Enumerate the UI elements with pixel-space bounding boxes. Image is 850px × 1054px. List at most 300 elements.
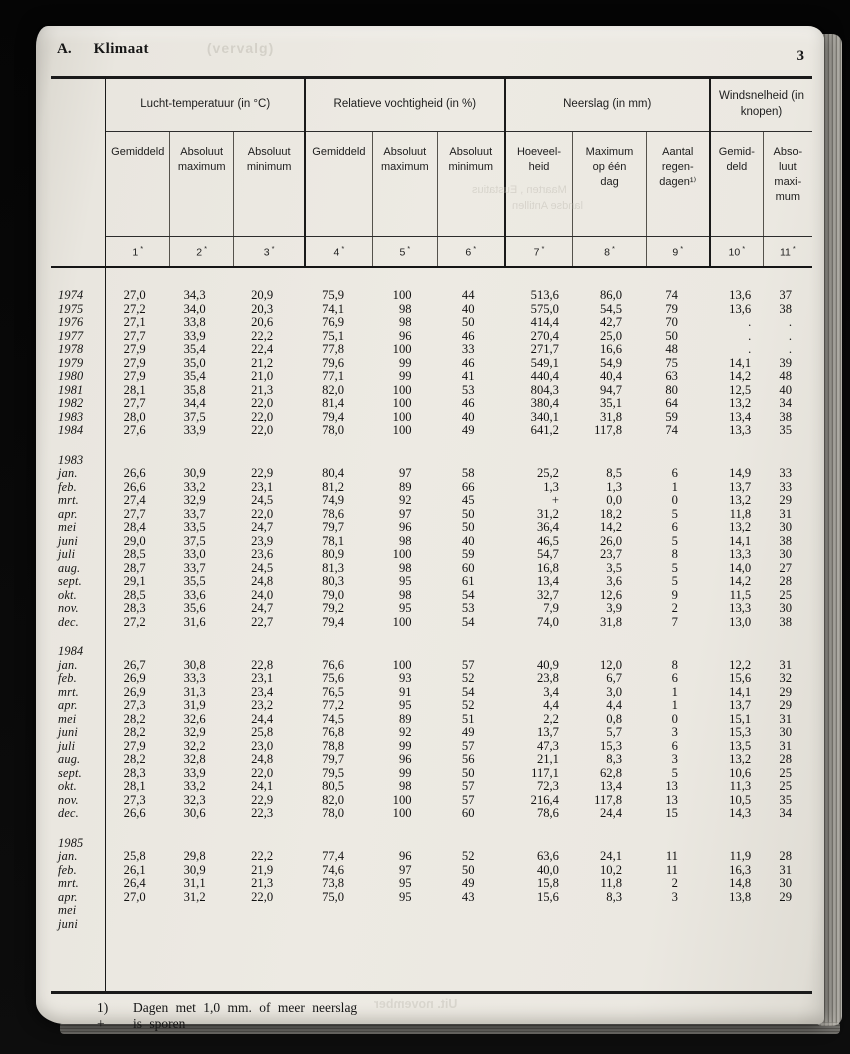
data-cell: 43 bbox=[461, 889, 475, 904]
data-cell: 76,9 bbox=[322, 315, 345, 329]
data-cell: 271,7 bbox=[530, 342, 559, 356]
data-cell: 22,0 bbox=[251, 409, 274, 424]
data-cell: 57 bbox=[461, 792, 475, 807]
data-cell: 49 bbox=[461, 423, 475, 437]
data-cell: 12,2 bbox=[729, 657, 752, 672]
table-row bbox=[51, 535, 812, 549]
column-number: 10 * bbox=[710, 237, 763, 268]
data-cell: 22,0 bbox=[251, 889, 274, 904]
data-cell: 29 bbox=[779, 698, 792, 712]
column-number: 5 * bbox=[372, 237, 437, 268]
row-label: 1984 bbox=[51, 424, 106, 438]
data-cell: 11,8 bbox=[600, 876, 623, 890]
data-cell: 30 bbox=[779, 876, 792, 890]
spacer-cell bbox=[106, 931, 812, 993]
data-cell: 81,4 bbox=[322, 396, 345, 410]
ghost-text-bleedthrough: landse Antillen bbox=[512, 200, 583, 212]
data-cell: 35 bbox=[779, 792, 792, 807]
data-cell: 1 bbox=[671, 684, 678, 699]
data-cell: 74,0 bbox=[536, 614, 559, 629]
table-row bbox=[51, 753, 812, 767]
data-cell: 13,6 bbox=[729, 288, 752, 302]
data-cell: 33,7 bbox=[183, 560, 206, 575]
data-cell: 77,4 bbox=[322, 849, 345, 863]
data-cell: 27,9 bbox=[123, 355, 146, 370]
row-label-column-header bbox=[51, 78, 106, 268]
row-label: juni bbox=[51, 535, 106, 549]
data-cell: 575,0 bbox=[530, 301, 559, 316]
spacer-cell bbox=[106, 821, 812, 837]
data-cell: 98 bbox=[398, 779, 412, 793]
data-cell: 46 bbox=[461, 355, 475, 370]
data-cell: 46 bbox=[461, 396, 475, 410]
data-cell: 14,2 bbox=[599, 520, 623, 534]
data-cell bbox=[646, 904, 710, 918]
data-cell: 1,3 bbox=[543, 479, 559, 494]
data-cell: 54 bbox=[461, 684, 475, 699]
row-label: sept. bbox=[51, 575, 106, 589]
data-cell: 24,4 bbox=[599, 806, 623, 820]
row-label: mrt. bbox=[51, 877, 106, 891]
data-cell: 2 bbox=[671, 601, 678, 615]
data-cell: 54,7 bbox=[536, 547, 559, 561]
data-cell: 81,3 bbox=[322, 560, 345, 575]
data-cell: 22,3 bbox=[251, 806, 274, 820]
table-row bbox=[51, 575, 812, 589]
data-cell: 34,3 bbox=[183, 288, 206, 302]
section-heading-row bbox=[51, 454, 812, 468]
column-header: Gemiddeld bbox=[106, 132, 170, 237]
data-cell: 6 bbox=[671, 466, 678, 480]
data-cell: 75,1 bbox=[322, 328, 345, 343]
data-cell: 57 bbox=[461, 779, 475, 793]
data-cell: 57 bbox=[461, 738, 475, 753]
data-cell: 27,9 bbox=[123, 342, 146, 356]
row-label: mei bbox=[51, 713, 106, 727]
data-cell: 63,6 bbox=[536, 849, 559, 863]
spacer-cell bbox=[106, 645, 812, 659]
data-cell: 29 bbox=[779, 684, 792, 699]
data-cell bbox=[305, 904, 372, 918]
data-cell: 30 bbox=[779, 725, 792, 739]
data-cell: 3,9 bbox=[606, 601, 623, 615]
data-cell: 33,3 bbox=[183, 671, 206, 685]
row-label bbox=[51, 821, 106, 837]
data-cell: 440,4 bbox=[530, 369, 559, 383]
row-label: nov. bbox=[51, 794, 106, 808]
data-cell: 79,7 bbox=[322, 752, 345, 766]
data-cell: 29,8 bbox=[183, 849, 206, 863]
group-header: Relatieve vochtigheid (in %) bbox=[305, 78, 504, 132]
column-number: 6 * bbox=[438, 237, 505, 268]
data-cell: 77,1 bbox=[322, 369, 345, 383]
table-row bbox=[51, 877, 812, 891]
data-cell: 33,9 bbox=[183, 765, 206, 780]
table-row bbox=[51, 850, 812, 864]
section-gap bbox=[51, 267, 812, 289]
data-cell: 45 bbox=[461, 493, 475, 507]
data-cell: 13 bbox=[665, 779, 678, 793]
data-cell: 50 bbox=[461, 765, 475, 780]
data-cell: 25,8 bbox=[251, 725, 274, 739]
data-cell: 13,2 bbox=[729, 752, 752, 766]
table-body bbox=[51, 267, 812, 993]
column-number: 11 * bbox=[763, 237, 812, 268]
data-cell: 59 bbox=[665, 409, 678, 424]
data-cell: 21,3 bbox=[251, 876, 274, 890]
data-cell: 32,9 bbox=[183, 725, 206, 739]
data-cell: 50 bbox=[461, 506, 475, 521]
data-cell: 23,1 bbox=[251, 479, 274, 494]
data-cell: 513,6 bbox=[530, 288, 559, 302]
footnote bbox=[97, 1000, 812, 1016]
bottom-filler bbox=[51, 931, 812, 993]
data-cell: 30 bbox=[779, 520, 792, 534]
group-header-row bbox=[51, 78, 812, 132]
data-cell: 92 bbox=[398, 725, 412, 739]
data-cell: 32 bbox=[779, 671, 792, 685]
data-cell: 37 bbox=[779, 288, 792, 302]
row-label: sept. bbox=[51, 767, 106, 781]
data-cell: 23,2 bbox=[251, 698, 274, 712]
data-cell: 95 bbox=[398, 889, 412, 904]
data-cell: 27,9 bbox=[123, 369, 146, 383]
data-cell: 32,7 bbox=[536, 587, 559, 602]
data-cell: 31,3 bbox=[183, 684, 206, 699]
data-cell: 14,2 bbox=[729, 369, 752, 383]
table-row bbox=[51, 548, 812, 562]
data-cell: 549,1 bbox=[530, 355, 559, 370]
row-label: jan. bbox=[51, 850, 106, 864]
data-cell: 32,9 bbox=[183, 493, 206, 507]
data-cell: 33,7 bbox=[183, 506, 206, 521]
data-cell: 28,5 bbox=[123, 587, 146, 602]
table-row bbox=[51, 686, 812, 700]
data-cell: 3 bbox=[671, 889, 678, 904]
data-cell: 27,3 bbox=[123, 792, 146, 807]
data-cell: 23,0 bbox=[251, 738, 274, 753]
data-cell: 97 bbox=[398, 506, 412, 521]
data-cell: 3,0 bbox=[606, 684, 623, 699]
data-cell: 5 bbox=[671, 574, 678, 588]
data-cell: 23,4 bbox=[251, 684, 274, 699]
data-cell: 28,3 bbox=[123, 601, 146, 615]
data-cell: 44 bbox=[461, 288, 475, 302]
data-cell: 100 bbox=[392, 657, 412, 672]
data-cell: 6 bbox=[671, 520, 678, 534]
data-cell: 0 bbox=[671, 711, 678, 726]
data-cell: 29 bbox=[779, 889, 792, 904]
data-cell: 11,8 bbox=[729, 506, 752, 521]
data-cell: 60 bbox=[461, 806, 475, 820]
data-cell: 50 bbox=[461, 862, 475, 877]
data-cell: 27,0 bbox=[123, 889, 146, 904]
table-row bbox=[51, 807, 812, 821]
data-cell: 32,2 bbox=[183, 738, 206, 753]
data-cell: 58 bbox=[461, 466, 475, 480]
data-cell: 40 bbox=[779, 382, 792, 397]
row-label: aug. bbox=[51, 562, 106, 576]
data-cell: 41 bbox=[461, 369, 475, 383]
data-cell: 79,6 bbox=[322, 355, 345, 370]
data-cell: 20,9 bbox=[251, 288, 274, 302]
row-label: dec. bbox=[51, 616, 106, 630]
table-row bbox=[51, 767, 812, 781]
group-header: Windsnelheid (in knopen) bbox=[710, 78, 812, 132]
data-cell: 35,0 bbox=[183, 355, 206, 370]
table-row bbox=[51, 481, 812, 495]
column-number: 8 * bbox=[573, 237, 646, 268]
column-header: Absoluut minimum bbox=[438, 132, 505, 237]
data-cell: 50 bbox=[665, 328, 678, 343]
data-cell bbox=[505, 918, 573, 932]
data-cell bbox=[646, 918, 710, 932]
data-cell: 14,9 bbox=[729, 466, 752, 480]
data-cell bbox=[106, 918, 170, 932]
section-gap bbox=[51, 821, 812, 837]
data-cell: . bbox=[748, 328, 752, 343]
data-cell: 51 bbox=[461, 711, 475, 726]
data-cell: 78,6 bbox=[536, 806, 559, 820]
page-number: 3 bbox=[796, 48, 804, 64]
data-cell: 100 bbox=[392, 614, 412, 629]
data-cell: 18,2 bbox=[599, 506, 623, 521]
data-cell: 35 bbox=[779, 423, 792, 437]
data-cell: 25,2 bbox=[536, 466, 559, 480]
data-cell bbox=[763, 904, 812, 918]
data-cell: 23,8 bbox=[536, 671, 559, 685]
data-cell: 99 bbox=[398, 738, 412, 753]
data-cell: 117,1 bbox=[531, 765, 559, 780]
table-row bbox=[51, 891, 812, 905]
data-cell bbox=[170, 918, 234, 932]
data-cell: 1 bbox=[671, 479, 678, 494]
data-cell: 49 bbox=[461, 725, 475, 739]
data-cell: 33,6 bbox=[183, 587, 206, 602]
column-header: Gemid- deld bbox=[710, 132, 763, 237]
data-cell: 27 bbox=[779, 560, 792, 575]
data-cell bbox=[710, 918, 763, 932]
data-cell: 99 bbox=[398, 765, 412, 780]
data-cell: 31 bbox=[779, 738, 792, 753]
data-cell: 13,3 bbox=[729, 547, 752, 561]
data-cell: 100 bbox=[392, 382, 412, 397]
data-cell: 26,7 bbox=[123, 657, 146, 672]
data-cell: 72,3 bbox=[536, 779, 559, 793]
data-cell: 14,2 bbox=[729, 574, 752, 588]
data-cell: 34,0 bbox=[183, 301, 206, 316]
data-cell: 99 bbox=[398, 369, 412, 383]
data-cell: 1 bbox=[671, 698, 678, 712]
data-cell: 56 bbox=[461, 752, 475, 766]
column-number: 4 * bbox=[305, 237, 372, 268]
data-cell: 95 bbox=[398, 601, 412, 615]
data-cell: 28,2 bbox=[123, 711, 146, 726]
table-row bbox=[51, 589, 812, 603]
data-cell: 79,5 bbox=[322, 765, 345, 780]
data-cell: 98 bbox=[398, 315, 412, 329]
data-cell: 35,1 bbox=[599, 396, 623, 410]
column-header: Absoluut maximum bbox=[170, 132, 234, 237]
section-gap bbox=[51, 629, 812, 645]
data-cell: 26,6 bbox=[123, 479, 146, 494]
data-cell: 24,5 bbox=[251, 493, 274, 507]
data-cell: 77,8 bbox=[322, 342, 345, 356]
data-cell: 24,5 bbox=[251, 560, 274, 575]
row-label: 1982 bbox=[51, 397, 106, 411]
data-cell: 21,1 bbox=[536, 752, 559, 766]
row-label: apr. bbox=[51, 891, 106, 905]
data-cell: 15,8 bbox=[536, 876, 559, 890]
data-cell: . bbox=[788, 342, 792, 356]
data-cell: 38 bbox=[779, 614, 792, 629]
data-cell: 31,8 bbox=[599, 409, 623, 424]
data-cell: 91 bbox=[398, 684, 412, 699]
data-cell: 28,3 bbox=[123, 765, 146, 780]
climate-table bbox=[51, 76, 812, 994]
data-cell: 15 bbox=[665, 806, 678, 820]
data-cell: 25,8 bbox=[123, 849, 146, 863]
data-cell: 30 bbox=[779, 601, 792, 615]
data-cell: 804,3 bbox=[530, 382, 559, 397]
data-cell: 96 bbox=[398, 752, 412, 766]
data-cell: 33,5 bbox=[183, 520, 206, 534]
data-cell: 81,2 bbox=[322, 479, 345, 494]
data-cell: 40 bbox=[461, 533, 475, 548]
data-cell: 70 bbox=[665, 315, 678, 329]
data-cell: 16,3 bbox=[729, 862, 752, 877]
data-cell bbox=[234, 904, 306, 918]
data-cell: 74 bbox=[665, 288, 678, 302]
data-cell: 76,5 bbox=[322, 684, 345, 699]
section-heading: 1984 bbox=[51, 645, 106, 659]
data-cell: 42,7 bbox=[599, 315, 623, 329]
page-title: Klimaat bbox=[93, 41, 149, 57]
data-cell: 74,9 bbox=[322, 493, 345, 507]
data-cell: 82,0 bbox=[322, 792, 345, 807]
data-cell: . bbox=[788, 328, 792, 343]
data-cell: 7,9 bbox=[543, 601, 559, 615]
data-cell: 53 bbox=[461, 382, 475, 397]
data-cell: 76,6 bbox=[322, 657, 345, 672]
column-header: Gemiddeld bbox=[305, 132, 372, 237]
table-row bbox=[51, 303, 812, 317]
data-cell: 21,9 bbox=[251, 862, 274, 877]
data-cell: 8,5 bbox=[606, 466, 623, 480]
table-header bbox=[51, 78, 812, 268]
data-cell: 9 bbox=[671, 587, 678, 602]
data-cell: 2 bbox=[671, 876, 678, 890]
data-cell: 24,8 bbox=[251, 574, 274, 588]
row-label: nov. bbox=[51, 602, 106, 616]
data-cell: 10,5 bbox=[729, 792, 752, 807]
data-cell: 13,4 bbox=[729, 409, 752, 424]
row-label: feb. bbox=[51, 481, 106, 495]
data-cell: 21,2 bbox=[251, 355, 274, 370]
data-cell: 28 bbox=[779, 849, 792, 863]
row-label bbox=[51, 931, 106, 993]
data-cell: 27,4 bbox=[123, 493, 146, 507]
row-label: 1983 bbox=[51, 411, 106, 425]
data-cell: 32,6 bbox=[183, 711, 206, 726]
data-cell: 21,0 bbox=[251, 369, 274, 383]
table-row bbox=[51, 699, 812, 713]
column-number: 1 * bbox=[106, 237, 170, 268]
data-cell: 34,4 bbox=[183, 396, 206, 410]
data-cell: 95 bbox=[398, 876, 412, 890]
data-cell: 25 bbox=[779, 587, 792, 602]
data-cell: 98 bbox=[398, 533, 412, 548]
section-letter: A. bbox=[57, 41, 72, 57]
data-cell bbox=[763, 918, 812, 932]
data-cell: 13 bbox=[665, 792, 678, 807]
data-cell: 25,0 bbox=[599, 328, 623, 343]
data-cell: 75,0 bbox=[322, 889, 345, 904]
data-cell: 4,4 bbox=[606, 698, 623, 712]
data-cell: 14,3 bbox=[729, 806, 752, 820]
row-label: 1975 bbox=[51, 303, 106, 317]
column-number: 2 * bbox=[170, 237, 234, 268]
data-cell: 22,9 bbox=[251, 466, 274, 480]
data-cell: 74,1 bbox=[322, 301, 345, 316]
row-label: okt. bbox=[51, 589, 106, 603]
footnote-marker: + bbox=[97, 1015, 105, 1031]
data-cell: 96 bbox=[398, 849, 412, 863]
data-cell: 13,2 bbox=[729, 520, 752, 534]
table-row bbox=[51, 659, 812, 673]
table-row bbox=[51, 521, 812, 535]
table-row bbox=[51, 316, 812, 330]
data-cell: 13,7 bbox=[729, 698, 752, 712]
data-cell: 1,3 bbox=[606, 479, 623, 494]
data-cell: 31,2 bbox=[183, 889, 206, 904]
data-cell: 380,4 bbox=[530, 396, 559, 410]
data-cell: 100 bbox=[392, 547, 412, 561]
row-label: 1976 bbox=[51, 316, 106, 330]
row-label: 1974 bbox=[51, 289, 106, 303]
data-cell: 40,9 bbox=[536, 657, 559, 672]
data-cell: 82,0 bbox=[322, 382, 345, 397]
data-cell: 74,5 bbox=[322, 711, 345, 726]
data-cell: 4,4 bbox=[543, 698, 559, 712]
data-cell: 40,0 bbox=[536, 862, 559, 877]
data-cell: 3,5 bbox=[606, 560, 623, 575]
data-cell: 2,2 bbox=[543, 711, 559, 726]
table-row bbox=[51, 397, 812, 411]
spacer-cell bbox=[106, 454, 812, 468]
table-row bbox=[51, 904, 812, 918]
data-cell: 31 bbox=[779, 657, 792, 672]
data-cell: 99 bbox=[398, 355, 412, 370]
data-cell: 92 bbox=[398, 493, 412, 507]
data-cell: 32,8 bbox=[183, 752, 206, 766]
data-cell: 80,3 bbox=[322, 574, 345, 588]
data-cell: 30,9 bbox=[183, 466, 206, 480]
data-cell: 28 bbox=[779, 752, 792, 766]
data-cell bbox=[573, 904, 646, 918]
table-row bbox=[51, 713, 812, 727]
data-cell: 26,9 bbox=[123, 684, 146, 699]
column-header: Abso- luut maxi- mum bbox=[763, 132, 812, 237]
table-row bbox=[51, 864, 812, 878]
footnotes bbox=[51, 1000, 812, 1031]
data-cell: 30,9 bbox=[183, 862, 206, 877]
data-cell: 80,5 bbox=[322, 779, 345, 793]
data-cell: 35,4 bbox=[183, 342, 206, 356]
data-cell: 24,4 bbox=[251, 711, 274, 726]
row-label bbox=[51, 629, 106, 645]
data-cell: 29,0 bbox=[123, 533, 146, 548]
